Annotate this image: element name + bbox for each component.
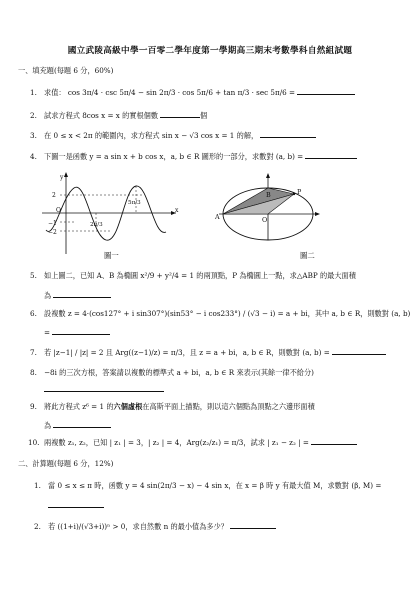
- unit-text: 個: [200, 111, 208, 120]
- question-number: 1.: [34, 481, 41, 490]
- question-6-line-2: [44, 327, 110, 337]
- figure-1-x-label: x: [175, 207, 179, 214]
- question-2: [30, 110, 207, 120]
- question-number: 4.: [30, 152, 37, 161]
- question-text: 在 0 ≤ x < 2π 的範圍內，求方程式 sin x − √3 cos x = 1 的解，: [44, 131, 259, 140]
- figure-2-point-P: P: [297, 188, 302, 196]
- question-number: 7.: [30, 348, 37, 357]
- question-number: 2.: [34, 522, 41, 531]
- answer-blank[interactable]: [160, 110, 200, 118]
- figure-2-origin: O: [262, 216, 268, 224]
- question-text: 當 0 ≤ x ≤ π 時，函數 y = 4 sin(2π/3 − x) − 4 sin x，在 x = β 時 y 有最大值 M，求數對 (β, M) =: [48, 481, 382, 490]
- answer-blank[interactable]: [44, 384, 164, 392]
- answer-blank[interactable]: [260, 130, 316, 138]
- question-5: [30, 271, 356, 280]
- question-number: 10.: [28, 438, 40, 447]
- exam-title: 國立武陵高級中學一百零二學年度第一學期高三期末考數學科自然組試題: [67, 46, 353, 56]
- figure-2-point-B: B: [266, 191, 271, 199]
- section-fill-in: 一、填充題(每題 6 分，60%): [18, 66, 114, 75]
- question-10: [28, 437, 357, 447]
- question-emphasis: 六個虛根: [113, 402, 143, 411]
- question-6: [30, 309, 410, 318]
- figure-1-origin: O: [56, 207, 61, 214]
- answer-blank[interactable]: [311, 437, 357, 445]
- figure-1-label-5pi-3: 5π/3: [128, 200, 141, 206]
- question-9: [30, 402, 315, 411]
- figure-1-sine-graph: [40, 170, 180, 256]
- question-text: 若 |z−1| / |z| = 2 且 Arg((z−1)/z) = π/3，且 z = a + bi，a, b ∈ R，則數對 (a, b) =: [44, 348, 330, 357]
- figure-2-point-A: A: [215, 213, 220, 221]
- question-text: 為: [44, 421, 52, 430]
- question-number: 6.: [30, 309, 37, 318]
- question-7: [30, 347, 386, 357]
- question-text: 在高斯平面上描點，則以這六個點為頂點之六邊形面積: [142, 402, 315, 411]
- question-text: −8i 的三次方根，答案請以複數的標準式 a + bi，a, b ∈ R 來表示(其餘一律不給分): [44, 368, 314, 377]
- question-1: [30, 87, 355, 97]
- figure-1-y-minus-2: −2: [48, 229, 57, 236]
- answer-blank[interactable]: [230, 521, 276, 529]
- question-text: 兩複數 z₁, z₂，已知 | z₁ | = 3，| z₂ | = 4，Arg(z₂/z₁) = π/3，試求 | z₁ − z₂ | =: [44, 438, 309, 447]
- question-text: 求值： cos 3π/4 · csc 5π/4 − sin 2π/3 · cos 5π/6 + tan π/3 · sec 5π/6 =: [44, 88, 295, 97]
- figure-1-y-label: y: [60, 174, 64, 181]
- question-8-line-2: [44, 384, 164, 394]
- question-8: [30, 368, 314, 377]
- answer-blank[interactable]: [53, 290, 111, 298]
- answer-blank[interactable]: [53, 420, 111, 428]
- question-9-line-2: [44, 420, 111, 430]
- question-number: 3.: [30, 131, 37, 140]
- question-text: 設複數 z = 4·(cos127° + i sin307°)(sin53° − i cos233°) / (√3 − i) = a + bi，其中 a, b ∈ R，則數對 (a, b): [44, 309, 411, 318]
- answer-blank[interactable]: [52, 327, 110, 335]
- question-number: 5.: [30, 271, 37, 280]
- question-text: 如上圖二，已知 A、B 為橢圓 x²/9 + y²/4 = 1 的兩頂點，P 為橢圓上一點，求△ABP 的最大面積: [44, 271, 356, 280]
- question-text: 下圖一是函數 y = a sin x + b cos x，a, b ∈ R 圖形的一部分，求數對 (a, b) =: [44, 152, 304, 161]
- question-text: 為: [44, 291, 52, 300]
- figure-2-ellipse-diagram: [216, 172, 322, 242]
- answer-blank[interactable]: [332, 347, 386, 355]
- question-number: 8.: [30, 368, 37, 377]
- question-5-line-2: [44, 290, 111, 300]
- question-number: 1.: [30, 88, 37, 97]
- answer-blank[interactable]: [305, 151, 357, 159]
- figure-1-caption: 圖一: [104, 251, 119, 260]
- answer-blank[interactable]: [297, 87, 355, 95]
- section-calculation: 二、計算題(每題 6 分，12%): [18, 459, 114, 468]
- calc-question-1: [34, 481, 381, 490]
- question-number: 9.: [30, 402, 37, 411]
- question-number: 2.: [30, 111, 37, 120]
- question-text: =: [44, 328, 51, 337]
- question-text: 試求方程式 8cos x = x 的實根個數: [44, 111, 159, 120]
- calc-question-1-line-2: [48, 500, 104, 510]
- question-4: [30, 151, 357, 161]
- answer-blank[interactable]: [48, 500, 104, 508]
- question-3: [30, 130, 316, 140]
- figure-2-caption: 圖二: [300, 251, 315, 260]
- question-text: 將此方程式 z⁶ = 1 的: [44, 402, 114, 411]
- question-text: 若 ((1+i)/(√3+i))ⁿ > 0，求自然數 n 的最小值為多少？: [48, 522, 228, 531]
- figure-1-y-minus-1: −1: [48, 220, 57, 227]
- figure-1-label-2pi-3: 2π/3: [90, 222, 103, 228]
- calc-question-2: [34, 521, 276, 531]
- figure-1-y-2: 2: [52, 192, 56, 199]
